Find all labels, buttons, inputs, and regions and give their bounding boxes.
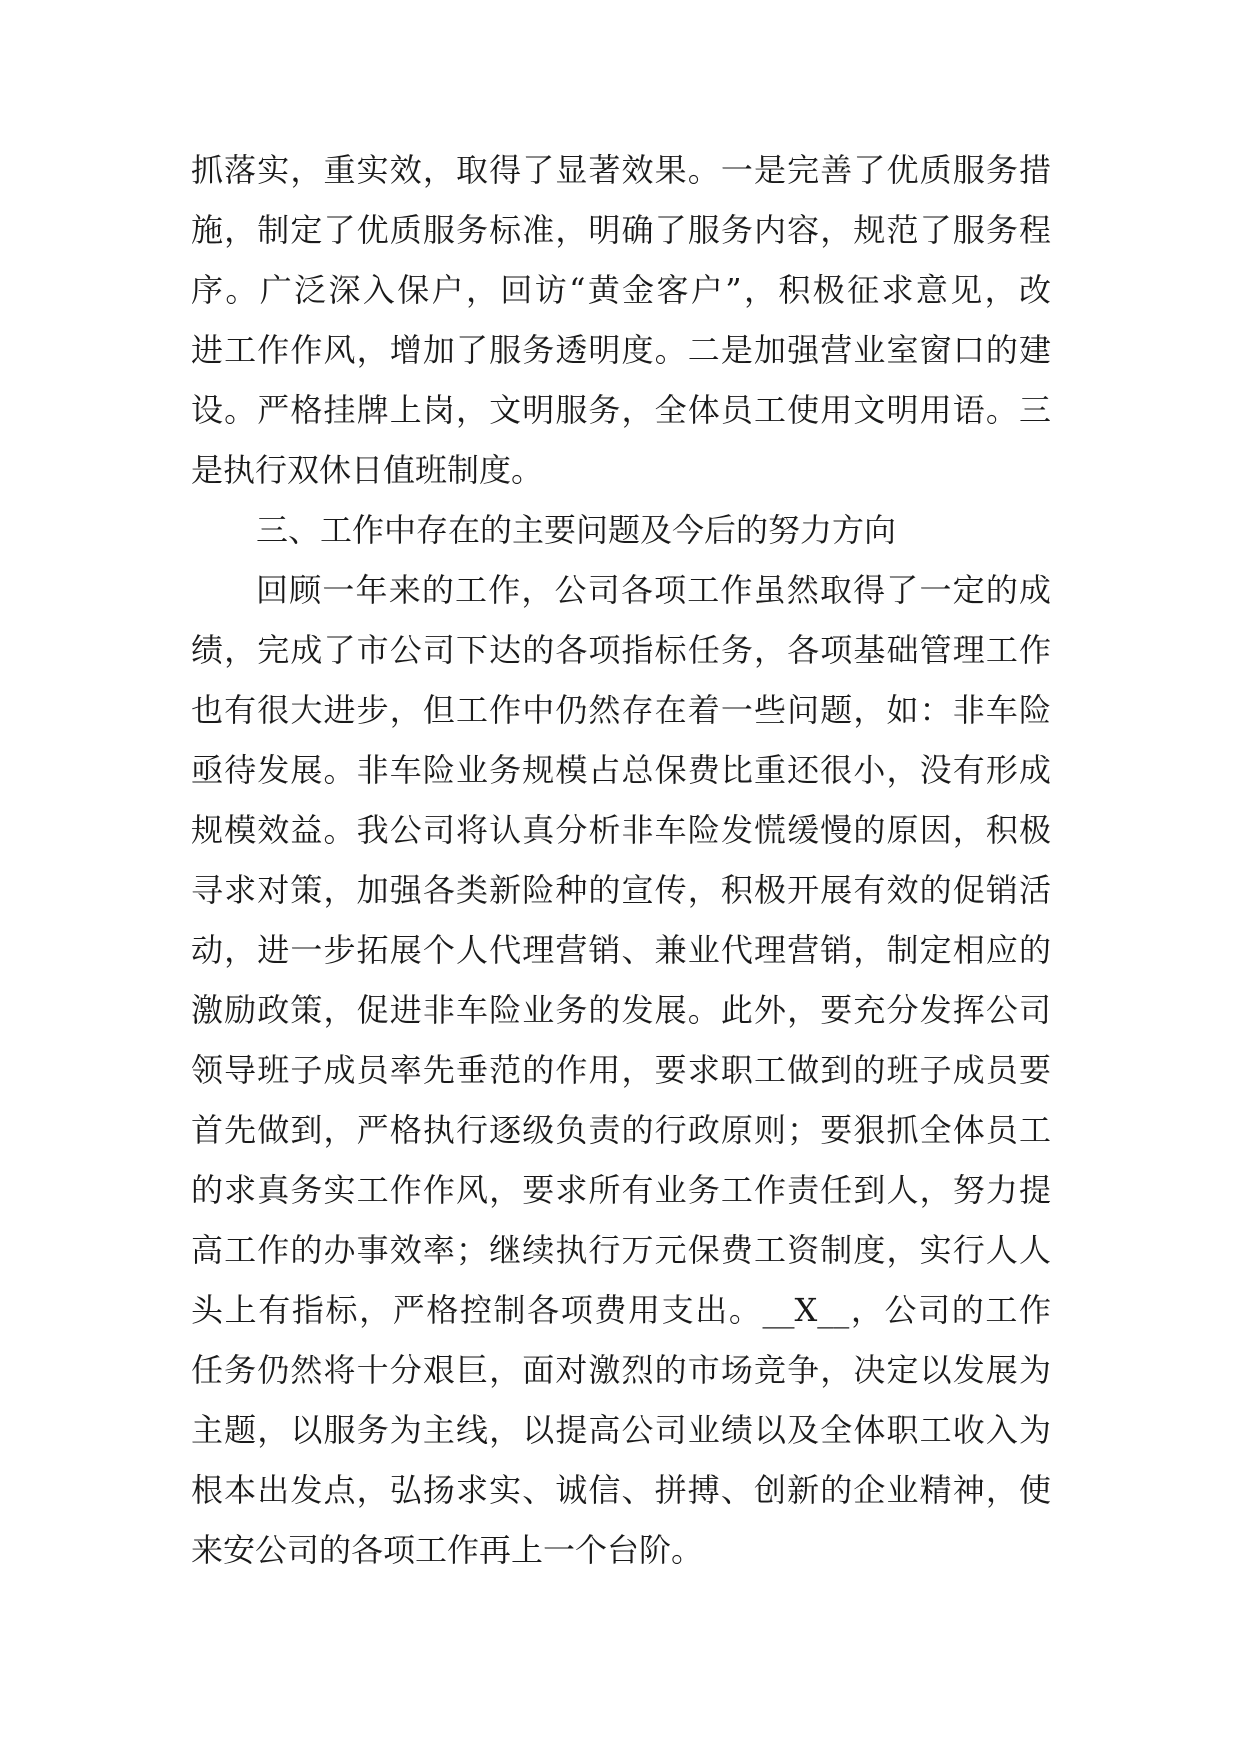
- text-line: 高工作的办事效率；继续执行万元保费工资制度，实行人人: [191, 1231, 1051, 1269]
- text-line: 来安公司的各项工作再上一个台阶。: [191, 1531, 704, 1569]
- text-line: 主题，以服务为主线，以提高公司业绩以及全体职工收入为: [191, 1411, 1051, 1449]
- text-line: 激励政策，促进非车险业务的发展。此外，要充分发挥公司: [191, 991, 1051, 1029]
- text-line: 抓落实，重实效，取得了显著效果。一是完善了优质服务措: [191, 151, 1051, 189]
- text-line: 的求真务实工作作风，要求所有业务工作责任到人，努力提: [191, 1171, 1051, 1209]
- text-line: 绩，完成了市公司下达的各项指标任务，各项基础管理工作: [191, 631, 1051, 669]
- text-line: 设。严格挂牌上岗，文明服务，全体员工使用文明用语。三: [191, 391, 1051, 429]
- text-line: 动，进一步拓展个人代理营销、兼业代理营销，制定相应的: [191, 931, 1051, 969]
- section-heading-block: [191, 500, 1051, 560]
- paragraph-service-measures: [191, 140, 1051, 500]
- text-line: 任务仍然将十分艰巨，面对激烈的市场竞争，决定以发展为: [191, 1351, 1051, 1389]
- text-line: 施，制定了优质服务标准，明确了服务内容，规范了服务程: [191, 211, 1051, 249]
- text-line: 回顾一年来的工作，公司各项工作虽然取得了一定的成: [256, 571, 1051, 609]
- text-line: 亟待发展。非车险业务规模占总保费比重还很小，没有形成: [191, 751, 1051, 789]
- text-line: 根本出发点，弘扬求实、诚信、拼搏、创新的企业精神，使: [191, 1471, 1051, 1509]
- text-line: 进工作作风，增加了服务透明度。二是加强营业室窗口的建: [191, 331, 1051, 369]
- text-line: 序。广泛深入保户，回访“黄金客户”，积极征求意见，改: [191, 271, 1051, 309]
- paragraph-problems-and-direction: [191, 560, 1051, 1580]
- text-line: 领导班子成员率先垂范的作用，要求职工做到的班子成员要: [191, 1051, 1051, 1089]
- text-line: 是执行双休日值班制度。: [191, 451, 544, 489]
- text-line: 规模效益。我公司将认真分析非车险发慌缓慢的原因，积极: [191, 811, 1051, 849]
- text-line: 首先做到，严格执行逐级负责的行政原则；要狠抓全体员工: [191, 1111, 1051, 1149]
- text-line: 也有很大进步，但工作中仍然存在着一些问题，如：非车险: [191, 691, 1051, 729]
- section-heading: 三、工作中存在的主要问题及今后的努力方向: [256, 511, 897, 549]
- text-line: 寻求对策，加强各类新险种的宣传，积极开展有效的促销活: [191, 871, 1051, 909]
- text-line: 头上有指标，严格控制各项费用支出。__X__，公司的工作: [191, 1291, 1051, 1329]
